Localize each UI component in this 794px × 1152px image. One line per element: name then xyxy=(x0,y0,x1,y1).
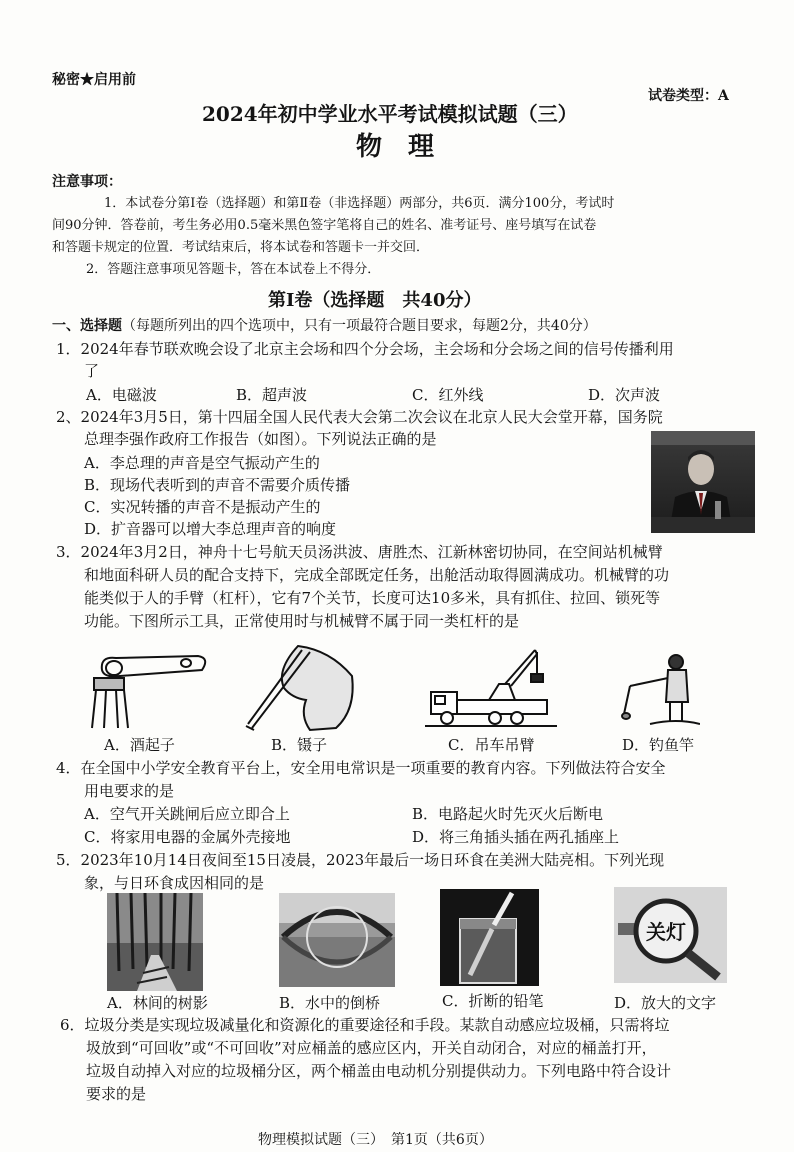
question-3-stem: 3．2024年3月2日，神舟十七号航天员汤洪波、唐胜杰、江新林密切协同，在空间站机械臂 xyxy=(56,543,663,561)
q5-option-b: B．水中的倒桥 xyxy=(279,994,381,1012)
bent-pencil-photo xyxy=(440,889,539,986)
q3-option-d: D．钓鱼竿 xyxy=(622,736,695,754)
q3-option-a: A．酒起子 xyxy=(104,736,175,754)
question-1-stem: 了 xyxy=(84,362,100,380)
q3-option-c: C．吊车吊臂 xyxy=(448,736,535,754)
part-heading xyxy=(52,316,597,337)
q5-option-c: C．折断的铅笔 xyxy=(442,992,544,1010)
fishing-figure xyxy=(610,650,700,732)
premier-photo xyxy=(651,431,755,533)
notes-line: 间90分钟．答卷前，考生务必用0.5毫米黑色签字笔将自己的姓名、准考证号、座号填写在试卷 xyxy=(52,218,597,233)
q1-option-c: C．红外线 xyxy=(412,386,484,404)
question-1-stem: 1．2024年春节联欢晚会设了北京主会场和四个分会场，主会场和分会场之间的信号传播利用 xyxy=(56,340,674,358)
question-5-stem: 5．2023年10月14日夜间至15日凌晨，2023年最后一场日环食在美洲大陆亮相。下列光现 xyxy=(56,851,665,869)
magnifier-photo xyxy=(614,887,727,983)
notes-line: 1．本试卷分第Ⅰ卷（选择题）和第Ⅱ卷（非选择题）两部分，共6页．满分100分，考试时 xyxy=(104,196,615,211)
q5-option-a: A．林间的树影 xyxy=(107,994,208,1012)
section-title: 第Ⅰ卷（选择题 共40分） xyxy=(268,290,482,311)
tree-shadow-photo xyxy=(107,893,203,991)
bridge-reflection-photo xyxy=(279,893,395,987)
crane-figure xyxy=(425,640,557,730)
q2-option-d: D．扩音器可以增大李总理声音的响度 xyxy=(84,520,337,538)
tweezers-figure xyxy=(240,640,360,732)
subject-title: 物 理 xyxy=(356,132,435,162)
q4-option-c: C．将家用电器的金属外壳接地 xyxy=(84,828,291,846)
q2-option-a: A．李总理的声音是空气振动产生的 xyxy=(84,454,320,472)
q3-option-b: B．镊子 xyxy=(271,736,328,754)
part-description: （每题所列出的四个选项中，只有一项最符合题目要求，每题2分，共40分） xyxy=(122,318,597,334)
q5-option-d: D．放大的文字 xyxy=(614,994,717,1012)
notes-line: 和答题卡规定的位置．考试结束后，将本试卷和答题卡一并交回． xyxy=(52,240,430,255)
question-2-stem: 总理李强作政府工作报告（如图）。下列说法正确的是 xyxy=(84,430,437,448)
q1-option-a: A．电磁波 xyxy=(86,386,157,404)
notes-heading: 注意事项： xyxy=(52,174,122,190)
page-footer: 物理模拟试题（三） 第1页（共6页） xyxy=(258,1132,493,1148)
q2-option-c: C．实况转播的声音不是振动产生的 xyxy=(84,498,321,516)
q1-option-d: D．次声波 xyxy=(588,386,661,404)
question-5-stem: 象，与日环食成因相同的是 xyxy=(84,874,265,892)
question-4-stem: 4．在全国中小学安全教育平台上，安全用电常识是一项重要的教育内容。下列做法符合安全 xyxy=(56,759,666,777)
question-6-stem: 垃圾自动掉入对应的垃圾桶分区，两个桶盖由电动机分别提供动力。下列电路中符合设计 xyxy=(86,1062,672,1080)
q4-option-d: D．将三角插头插在两孔插座上 xyxy=(412,828,620,846)
paper-type: 试卷类型：A xyxy=(648,88,729,104)
secret-label: 秘密★启用前 xyxy=(52,72,136,88)
notes-line: 2．答题注意事项见答题卡，答在本试卷上不得分． xyxy=(86,262,381,277)
question-3-stem: 功能。下图所示工具，正常使用时与机械臂不属于同一类杠杆的是 xyxy=(84,612,520,630)
bottle-opener-figure xyxy=(90,648,212,730)
q2-option-b: B．现场代表听到的声音不需要介质传播 xyxy=(84,476,351,494)
question-2-stem: 2、2024年3月5日，第十四届全国人民代表大会第二次会议在北京人民大会堂开幕，国务院 xyxy=(56,408,663,426)
question-6-stem: 6．垃圾分类是实现垃圾减量化和资源化的重要途径和手段。某款自动感应垃圾桶，只需将垃 xyxy=(60,1016,670,1034)
page-title: 2024年初中学业水平考试模拟试题（三） xyxy=(202,102,578,126)
q4-option-a: A．空气开关跳闸后应立即合上 xyxy=(84,805,290,823)
q4-option-b: B．电路起火时先灭火后断电 xyxy=(412,805,604,823)
question-6-stem: 要求的是 xyxy=(86,1085,147,1103)
question-6-stem: 圾放到“可回收”或“不可回收”对应桶盖的感应区内，开关自动闭合，对应的桶盖打开， xyxy=(86,1039,657,1057)
question-3-stem: 和地面科研人员的配合支持下，完成全部既定任务，出舱活动取得圆满成功。机械臂的功 xyxy=(84,566,670,584)
question-4-stem: 用电要求的是 xyxy=(84,782,175,800)
part-label: 一、选择题 xyxy=(52,318,122,334)
magnified-sign-text: 关灯 xyxy=(646,920,686,944)
q1-option-b: B．超声波 xyxy=(236,386,308,404)
question-3-stem: 能类似于人的手臂（杠杆），它有7个关节，长度可达10多米，具有抓住、拉回、锁死等 xyxy=(84,589,661,607)
